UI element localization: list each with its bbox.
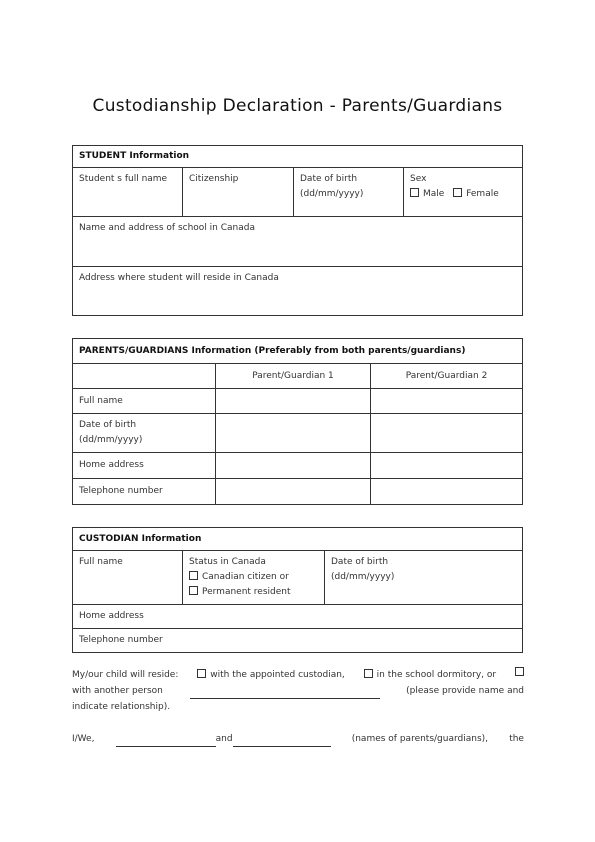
custodian-status-field — [183, 551, 325, 605]
declaration-the: the — [509, 734, 524, 744]
parents-dob-text: Date of birth — [79, 420, 137, 430]
custodian-home-address-label: Home address — [79, 611, 144, 621]
student-dob-label: Date of birth — [300, 174, 358, 184]
student-dob-format: (dd/mm/yyyy) — [300, 189, 364, 199]
residence-label: Address where student will reside in Canada — [79, 273, 279, 283]
residence-lead: My/our child will reside: — [72, 670, 179, 680]
student-full-name-field[interactable] — [73, 168, 183, 217]
reside-dormitory-label: in the school dormitory, or — [376, 670, 497, 680]
student-citizenship-field[interactable] — [183, 168, 294, 217]
parents-telephone-label: Telephone number — [73, 479, 216, 505]
school-name-address-field[interactable] — [73, 217, 523, 267]
parent2-dob-field[interactable] — [371, 414, 523, 453]
parents-home-address-label: Home address — [73, 453, 216, 479]
declaration-names-note: (names of parents/guardians), — [351, 734, 489, 744]
relationship-note: indicate relationship). — [72, 702, 171, 712]
parent1-column-header: Parent/Guardian 1 — [216, 364, 371, 389]
female-label: Female — [466, 189, 499, 199]
custodian-info-header: CUSTODIAN Information — [73, 528, 523, 551]
custodian-status-label: Status in Canada — [189, 557, 266, 567]
student-info-header: STUDENT Information — [73, 146, 523, 168]
residence-statement — [72, 667, 524, 715]
residence-address-field[interactable] — [73, 267, 523, 316]
parent1-home-address-field[interactable] — [216, 453, 371, 479]
parents-dob-label — [73, 414, 216, 453]
student-sex-field — [404, 168, 523, 217]
canadian-citizen-label: Canadian citizen or — [202, 572, 289, 582]
other-person-note: (please provide name and — [406, 686, 524, 696]
student-info-table — [72, 145, 523, 316]
parent1-full-name-field[interactable] — [216, 389, 371, 414]
page-title: Custodianship Declaration - Parents/Guardians — [92, 96, 503, 116]
parent2-name-input[interactable] — [233, 736, 331, 747]
parents-dob-format: (dd/mm/yyyy) — [79, 435, 143, 445]
custodian-full-name-label: Full name — [79, 557, 123, 567]
male-label: Male — [423, 189, 445, 199]
reside-other-checkbox[interactable] — [515, 667, 524, 676]
student-dob-field[interactable] — [294, 168, 404, 217]
custodian-info-table — [72, 527, 523, 653]
male-checkbox[interactable] — [410, 188, 419, 197]
permanent-resident-label: Permanent resident — [202, 587, 291, 597]
custodian-full-name-field[interactable] — [73, 551, 183, 605]
female-checkbox[interactable] — [453, 188, 462, 197]
school-label: Name and address of school in Canada — [79, 223, 255, 233]
reside-custodian-checkbox[interactable] — [197, 669, 206, 678]
parents-info-table — [72, 338, 523, 505]
custodian-telephone-field[interactable] — [73, 629, 523, 653]
declaration-and: and — [215, 734, 233, 744]
parent2-home-address-field[interactable] — [371, 453, 523, 479]
student-sex-label: Sex — [410, 174, 427, 184]
custodian-dob-label: Date of birth — [331, 557, 389, 567]
parent1-telephone-field[interactable] — [216, 479, 371, 505]
parent2-full-name-field[interactable] — [371, 389, 523, 414]
other-person-input[interactable] — [190, 688, 380, 699]
other-person-label: with another person — [72, 686, 163, 696]
parent1-name-input[interactable] — [116, 736, 216, 747]
custodian-dob-field[interactable] — [325, 551, 523, 605]
custodian-dob-format: (dd/mm/yyyy) — [331, 572, 395, 582]
reside-custodian-label: with the appointed custodian, — [210, 670, 345, 680]
permanent-resident-checkbox[interactable] — [189, 586, 198, 595]
student-full-name-label: Student s full name — [79, 174, 168, 184]
parent2-telephone-field[interactable] — [371, 479, 523, 505]
declaration-statement — [72, 731, 524, 747]
parent2-column-header: Parent/Guardian 2 — [371, 364, 523, 389]
parents-full-name-label: Full name — [73, 389, 216, 414]
parents-info-header: PARENTS/GUARDIANS Information (Preferably from both parents/guardians) — [73, 339, 523, 364]
custodian-telephone-label: Telephone number — [79, 635, 163, 645]
reside-dormitory-checkbox[interactable] — [364, 669, 373, 678]
student-citizenship-label: Citizenship — [189, 174, 239, 184]
parent1-dob-field[interactable] — [216, 414, 371, 453]
declaration-lead: I/We, — [72, 734, 95, 744]
parents-corner-cell — [73, 364, 216, 389]
canadian-citizen-checkbox[interactable] — [189, 571, 198, 580]
custodian-home-address-field[interactable] — [73, 605, 523, 629]
